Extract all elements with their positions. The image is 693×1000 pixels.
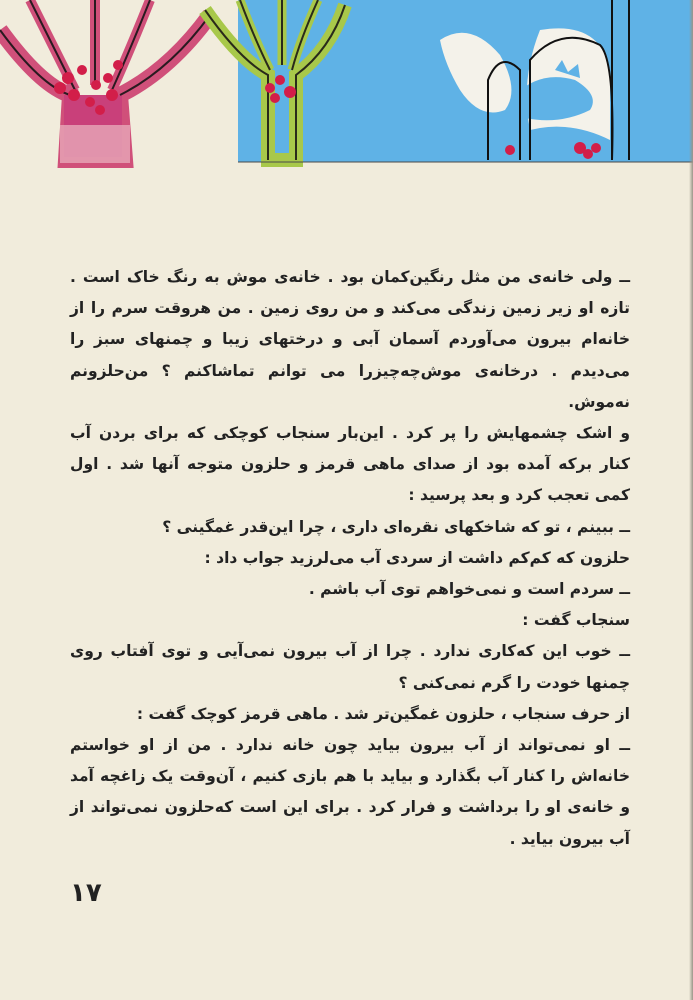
- paragraph-8: از حرف سنجاب ، حلزون غمگین‌تر شد . ماهی قرمز کوچک گفت :: [136, 704, 630, 723]
- paragraph-6: سنجاب گفت :: [522, 611, 630, 630]
- berry-dot: [68, 89, 80, 101]
- berry-dot: [77, 65, 87, 75]
- page-edge-shadow: [689, 0, 693, 1000]
- header-illustration: [0, 0, 693, 170]
- berry-dot: [591, 143, 601, 153]
- berry-dot: [85, 97, 95, 107]
- paragraph-2: و اشک چشمهایش را پر کرد . این‌بار سنجاب کوچکی که برای بردن آب کنار برکه آمده بود از صدای ماهی قرمز و حلزون متوجه آنها شد . اول کمی تعجب کرد و بعد پرسید :: [70, 424, 630, 505]
- berry-dot: [270, 93, 280, 103]
- berry-dot: [265, 83, 275, 93]
- berry-dot: [113, 60, 123, 70]
- berry-dot: [505, 145, 515, 155]
- berry-dot: [583, 149, 593, 159]
- paragraph-3: ــ ببینم ، تو که شاخکهای نقره‌ای داری ، چرا این‌قدر غمگینی ؟: [162, 517, 630, 536]
- paragraph-4: حلزون که کم‌کم داشت از سردی آب می‌لرزید جواب داد :: [204, 548, 630, 567]
- page-number: ۱۷: [70, 878, 102, 908]
- berry-dot: [95, 105, 105, 115]
- story-text: [70, 262, 630, 855]
- berry-dot: [103, 73, 113, 83]
- paragraph-1: ــ ولی خانه‌ی من مثل رنگین‌کمان بود . خانه‌ی موش به رنگ خاک است . تازه او زیر زمین زندگی می‌کند و من روی زمین . من هروقت سرم را از خانه‌ام بیرون می‌آوردم آسمان آبی و درختهای زیبا و چمنهای سبز را می‌دیدم . درخانه‌ی موش‌چه‌چیز‌را می توانم تماشاکنم ؟ من‌حلزونم نه‌موش.: [70, 268, 630, 411]
- berry-dot: [62, 72, 74, 84]
- berry-dot: [91, 80, 101, 90]
- paragraph-9: ــ او نمی‌تواند از آب بیرون بیاید چون خانه ندارد . من از او خواستم خانه‌اش را کنار آب بگذارد و بیاید با هم بازی کنیم ، آن‌وقت یک زاغچه آمد و خانه‌ی او را برداشت و فرار کرد . برای این است که‌حلزون نمی‌تواند از آب بیرون بیاید .: [70, 736, 630, 848]
- berry-dot: [275, 75, 285, 85]
- paragraph-5: ــ سردم است و نمی‌خواهم توی آب باشم .: [308, 580, 630, 599]
- berry-dot: [106, 89, 118, 101]
- berry-dot: [284, 86, 296, 98]
- berry-dot: [54, 82, 66, 94]
- paragraph-7: ــ خوب این که‌کاری ندارد . چرا از آب بیرون نمی‌آیی و توی آفتاب روی چمنها خودت را گرم نمی‌کنی ؟: [70, 642, 630, 692]
